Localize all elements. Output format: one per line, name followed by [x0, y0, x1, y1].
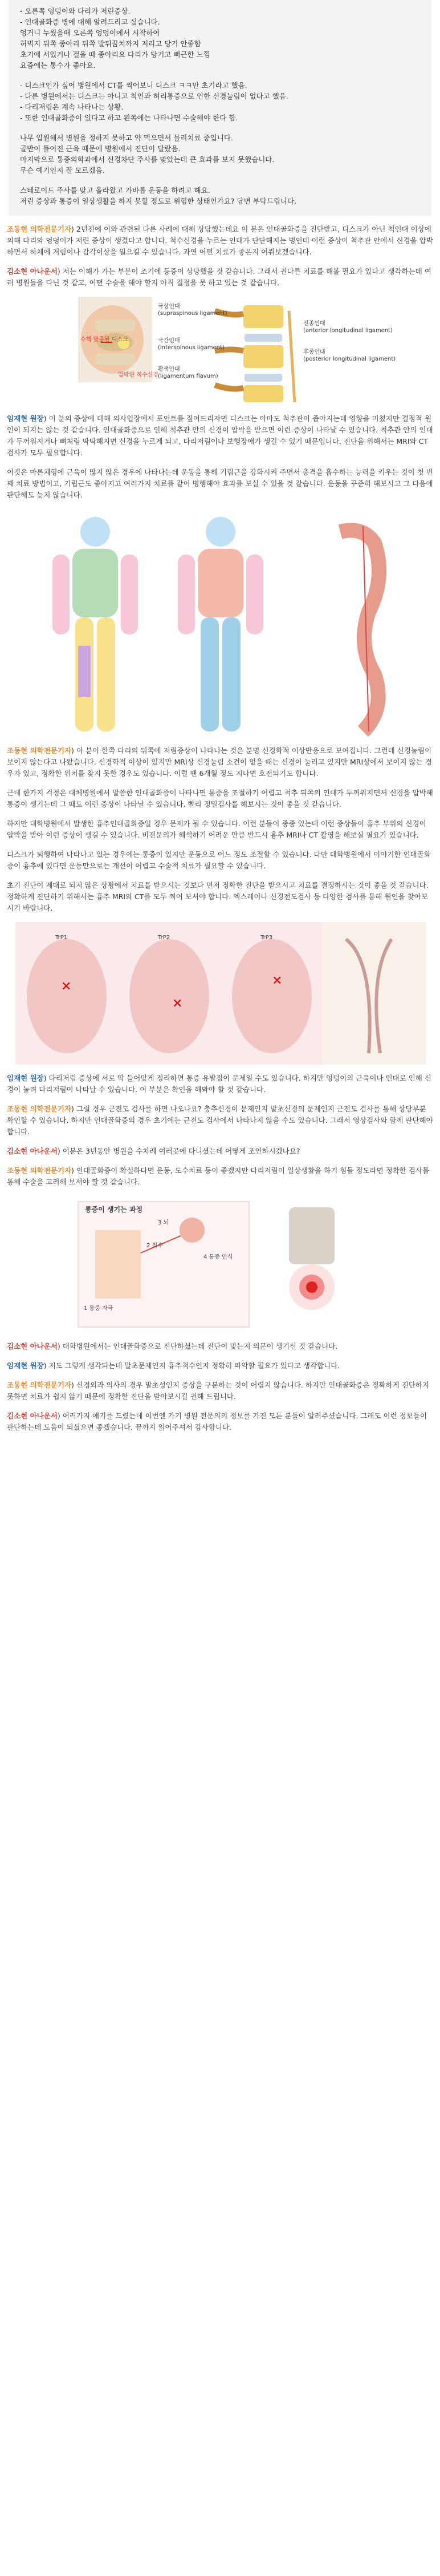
speaker-name: 조동현 의학전문기자 [7, 1166, 72, 1175]
paragraph-text: 디스크가 퇴행하여 나타나고 있는 경우에는 통증이 있지만 운동으로 어느 정도 조절할 수 있습니다. 다만 대학병원에서 이야기한 인대골화증이 흉추에 있다면 운동만으로는 개선이 어렵고 수술적 치료가 필요할 수 있습니다. [7, 850, 431, 870]
dialogue-paragraph [7, 1146, 434, 1157]
x-marker: ✕ [172, 997, 183, 1011]
dermatome-figure [21, 509, 420, 737]
question-line: 허벅지 뒤쪽 종아리 뒤쪽 발뒤꿈치까지 저리고 당기 안좋함 [20, 39, 201, 48]
paragraph-text: ) 저는 이해가 가는 부분이 조기에 등증이 상당했을 것 같습니다. 그래서 권다른 치료를 해볼 필요가 있다고 생각하는데 여러 병원들을 다닌 것 같고, 어떤 수술을 해야 할지 아직 결정을 못 하고 있는 것 같습니다. [7, 267, 431, 287]
paragraph-text: ) 신경외과 의사의 경우 말초성인지 증상을 구분하는 것이 어렵지 않습니다. 하지만 인대골화증은 정확하게 진단하지 못하면 치료가 쉽지 않기 때문에 정확한 진단을 받아보시길 권해 드립니다. [7, 1381, 430, 1401]
question-line: 초기에 서있거나 걸을 때 종아리요 다리가 당기고 뻐근한 느낌 [20, 50, 210, 59]
speaker-name: 김소현 아나운서 [7, 1147, 58, 1155]
question-line: - 다른 병원에서는 디스크는 아니고 척인과 허리통증으로 인한 신경눌림이 없다고 했음. [20, 92, 288, 100]
label-ligamentum-flavum: 황색인대 [158, 366, 180, 373]
speaker-name: 임재현 원장 [7, 1361, 44, 1370]
paragraph-text: 근데 한가지 걱정은 대체병원에서 말씀한 인대골화증이 나타나면 통증을 조절하기 어렵고 척추 뒤쪽의 인대가 두꺼워지면서 신경을 압박해 통증이 생기는데 그 때도 이런 증상이 나타날 수 있습니다. 빨리 정밀검사를 해보시는 것이 좋을 것 같습니다. [7, 788, 433, 808]
paragraph-text: 하지만 대학병원에서 발생한 흉추인대골화증일 경우 문제가 될 수 있습니다. 이런 분들이 종종 있는데 이런 증상들이 흉추 부위의 신경이 압박을 받아 이런 증상이 생길 수 있습니다. 비전문의가 해석하기 어려운 만큼 반드시 흉추 MRI나 CT 촬영을 해보실 필요가 있습니다. [7, 819, 426, 839]
dialogue-paragraph [7, 1103, 434, 1138]
trp1-label: TrP1 [55, 935, 68, 941]
question-line: - 인대골화증 병에 대해 알려드리고 싶습니다. [20, 18, 160, 26]
dialogue-paragraph [7, 1410, 434, 1433]
question-line: - 디스크인가 싶어 병원에서 CT를 찍어보니 디스크 ㅋㅋ만 초기라고 했음. [20, 81, 247, 90]
question-line: 요즘에는 통수가 좋아요. [20, 61, 96, 70]
question-line: 골반이 틀어진 근육 때문에 병원에서 진단이 달랐음. [20, 144, 181, 153]
label-anterior-ligament: 전종인대 [303, 321, 325, 327]
x-marker: ✕ [272, 974, 283, 988]
dialogue-paragraph [7, 266, 434, 289]
label-supraspinous-en: (supraspinous ligament) [158, 310, 227, 317]
paragraph-text: ) 다리저림 증상에 서로 딱 들어맞게 정리하면 통증 유발점이 문제일 수도 있습니다. 하지만 엉덩이의 근육이나 인대로 인해 신경이 눌려 다리저림이 나타날 수 있습니다. 이 부분은 확인을 해봐야 할 것 같습니다. [7, 1074, 431, 1094]
dialogue-paragraph [7, 818, 434, 841]
label-compressed-nerve: 압박된 척수신경 [118, 372, 158, 378]
label-herniated-disc: 수핵 탈출된 디스크 [80, 337, 128, 343]
label-ligamentum-flavum-en: (ligamentum flavum) [158, 373, 218, 379]
dialogue-paragraph [7, 467, 434, 501]
dialogue-paragraph [7, 849, 434, 872]
dialogue-paragraph [7, 1073, 434, 1095]
label-stimulus: 1 통증 자극 [84, 1305, 113, 1312]
speaker-name: 임재현 원장 [7, 1074, 44, 1082]
paragraph-text: ) 이 분이 한쪽 다리의 뒤쪽에 저림증상이 나타나는 것은 분명 신경학적 이상반응으로 보여집니다. 그런데 신경눌림이 보이지 않는다고 나왔습니다. 신경학적 이상이 있지만 MRI상 신경눌림 소견이 없을 때는 신경이 눌리고 있지만 MRI상에서 보이지 않는 경우가 있고, 정확한 위치를 찾지 못한 경우도 있습니다. 이럴 땐 6개월 정도 지나면 호전되기도 합니다. [7, 746, 432, 778]
dialogue-paragraph [7, 787, 434, 810]
speaker-name: 조동현 의학전문기자 [7, 1105, 72, 1113]
question-box [9, 0, 431, 216]
speaker-name: 김소현 아나운서 [7, 1342, 58, 1350]
paragraph-text: ) 그럴 경우 근전도 검사를 하면 나오나요? 충추신경이 문제인지 말초신경의 문제인지 근전도 검사를 통해 상당부분 확인할 수 있습니다. 하지만 인대골화증의 경우 초기에는 근전도 검사에서 나타나지 않을 수도 있습니다. 그래서 영상검사와 함께 판단해야 합니다. [7, 1105, 433, 1136]
speaker-name: 김소현 아나운서 [7, 267, 58, 276]
dialogue-paragraph [7, 880, 434, 914]
label-posterior-ligament-en: (posterior longitudinal ligament) [303, 356, 396, 362]
paragraph-text: ) 이분은 3년동안 병원을 수차례 여러곳에 다니셨는데 어떻게 조언하시겠나요? [57, 1147, 300, 1155]
paragraph-text: ) 대학병원에서는 인대골화증으로 진단하셨는데 진단이 맞는지 의문이 생기신 것 같습니다. [57, 1342, 338, 1350]
label-anterior-ligament-en: (anterior longitudinal ligament) [303, 327, 393, 334]
paragraph-text: ) 저도 그렇게 생각되는데 말초문제인지 흉추척수인지 정확히 파악할 필요가 있다고 생각합니다. [43, 1361, 340, 1370]
paragraph-text: ) 이 분의 증상에 대해 의사입장에서 포인트를 짚어드리자면 디스크는 아마도 척추관이 좁아지는데 영향을 미쳤지만 결정적 원인이 되지는 않는 것 같습니다. 인대골화증으로 인해 척추관 안의 신경이 압박을 받으면 이런 증상이 나타날 수 있습니다. 척추관 안의 인대가 두꺼워지거나 뼈처럼 딱딱해지면 신경을 누르게 되고, 다리저림이나 보행장애가 생길 수 있기 때문입니다. 진단을 위해서는 MRI와 CT 검사가 모두 필요합니다. [7, 414, 433, 457]
label-interspinous-en: (interspinous ligament) [158, 345, 225, 351]
spine-anatomy-figure [78, 297, 396, 405]
dialogue-paragraph [7, 224, 434, 258]
paragraph-text: 이것은 마른체형에 근육이 많지 않은 경우에 나타나는데 운동을 통해 기립근을 강화시켜 주면서 충격을 흡수하는 능력을 키우는 것이 첫 번째 치료 방법이고, 기립근도 좋아지고 여러가지 치료를 같이 병행해야 효과를 보실 수 있을 것 같습니다. 운동을 꾸준히 해보시고 그 다음에 판단해도 늦지 않습니다. [7, 468, 433, 499]
trigger-point-figure [15, 922, 426, 1065]
question-line: 스테로이드 주사를 맞고 올라왔고 가바롭 운동을 하려고 해요. [20, 186, 210, 195]
paragraph-text: 초기 진단이 제대로 되지 않은 상황에서 치료를 받으시는 것보다 먼저 정확한 진단을 받으시고 치료를 결정하시는 것이 좋을 것 같습니다. 정확하게 진단하기 위해서는 흉추 MRI와 CT를 모두 찍어 보셔야 합니다. 엑스레이나 신경전도검사 등 다양한 검사를 통해 원인을 찾아보시기 바랍니다. [7, 881, 429, 912]
question-line: 무슨 예기인지 잘 모르겠음. [20, 166, 105, 175]
dialogue-paragraph [7, 745, 434, 779]
question-line: - 오른쪽 엉덩이와 다리가 저린증상. [20, 7, 131, 15]
speaker-name: 김소현 아나운서 [7, 1412, 58, 1420]
label-interspinous: 극간인대 [158, 338, 180, 344]
speaker-name: 조동현 의학전문기자 [7, 1381, 72, 1389]
article-body [0, 216, 440, 1433]
label-spine: 2 척수 [146, 1243, 163, 1249]
trp2-label: TrP2 [158, 935, 170, 941]
question-line: 마지막으로 통증의학과에서 신경차단 주사를 맞았는데 큰 효과를 보지 못했습니다. [20, 155, 275, 164]
dialogue-paragraph [7, 1165, 434, 1188]
question-line: 엉거니 누웠을때 오른쪽 엉덩이에서 시작하여 [20, 29, 160, 37]
speaker-name: 임재현 원장 [7, 414, 44, 423]
paragraph-text: ) 2년전에 이와 관련된 다른 사례에 대해 상담했는데요 이 분은 인대골화증을 진단받고, 디스크가 아닌 척인대 이상에 의해 다리와 엉덩이가 저린 증상이 생겼다고 합니다. 척수신경을 누르는 인대가 단단해지는 병인데 이런 증상이 척추관 안에서 신경을 압박하면서 하체에 저림이나 감각이상을 일으킬 수 있습니다. 과연 어떤 치료가 좋은지 여쭤보겠습니다. [7, 225, 433, 256]
question-line: 나무 입원해서 병원을 정하지 못하고 약 먹으면서 물리치료 중입니다. [20, 134, 233, 142]
speaker-name: 조동현 의학전문기자 [7, 746, 72, 755]
trp3-label: TrP3 [260, 935, 273, 941]
label-brain: 3 뇌 [158, 1220, 169, 1226]
label-supraspinous: 극상인대 [158, 304, 180, 310]
x-marker: ✕ [61, 980, 72, 994]
dialogue-paragraph [7, 1380, 434, 1402]
speaker-name: 조동현 의학전문기자 [7, 225, 72, 233]
pain-pathway-figure [72, 1196, 369, 1333]
question-line: 저린 증상과 통증이 일상생활을 하지 못할 정도로 위험한 상태인가요? 답변 부탁드립니다. [20, 197, 297, 205]
dialogue-paragraph [7, 1341, 434, 1352]
pain-pathway-title: 통증이 생기는 과정 [85, 1206, 143, 1214]
label-perception: 4 통증 인식 [203, 1254, 233, 1260]
dialogue-paragraph [7, 413, 434, 459]
paragraph-text: ) 인대골화증이 확실하다면 운동, 도수치료 등이 좋겠지만 다리저림이 일상생활을 하기 힘들 정도라면 정확한 검사를 통해 수술을 고려해 보셔야 할 것 같습니다. [7, 1166, 430, 1186]
label-posterior-ligament: 후종인대 [303, 349, 325, 355]
question-line: - 다리저림은 계속 나타나는 상황. [20, 103, 124, 111]
paragraph-text: ) 여러가지 얘기를 드렸는데 이번엔 가기 병원 전문의의 정보를 가진 모든 분들이 알려주셨습니다. 그래도 이런 정보들이 판단하는데 도움이 되셨으면 좋겠습니다. 끝까지 읽어주셔서 감사합니다. [7, 1412, 427, 1431]
dialogue-paragraph [7, 1360, 434, 1372]
question-line: - 또한 인대골화증이 있다고 하고 왼쪽에는 나타나면 수술해야 한다 함. [20, 114, 238, 122]
